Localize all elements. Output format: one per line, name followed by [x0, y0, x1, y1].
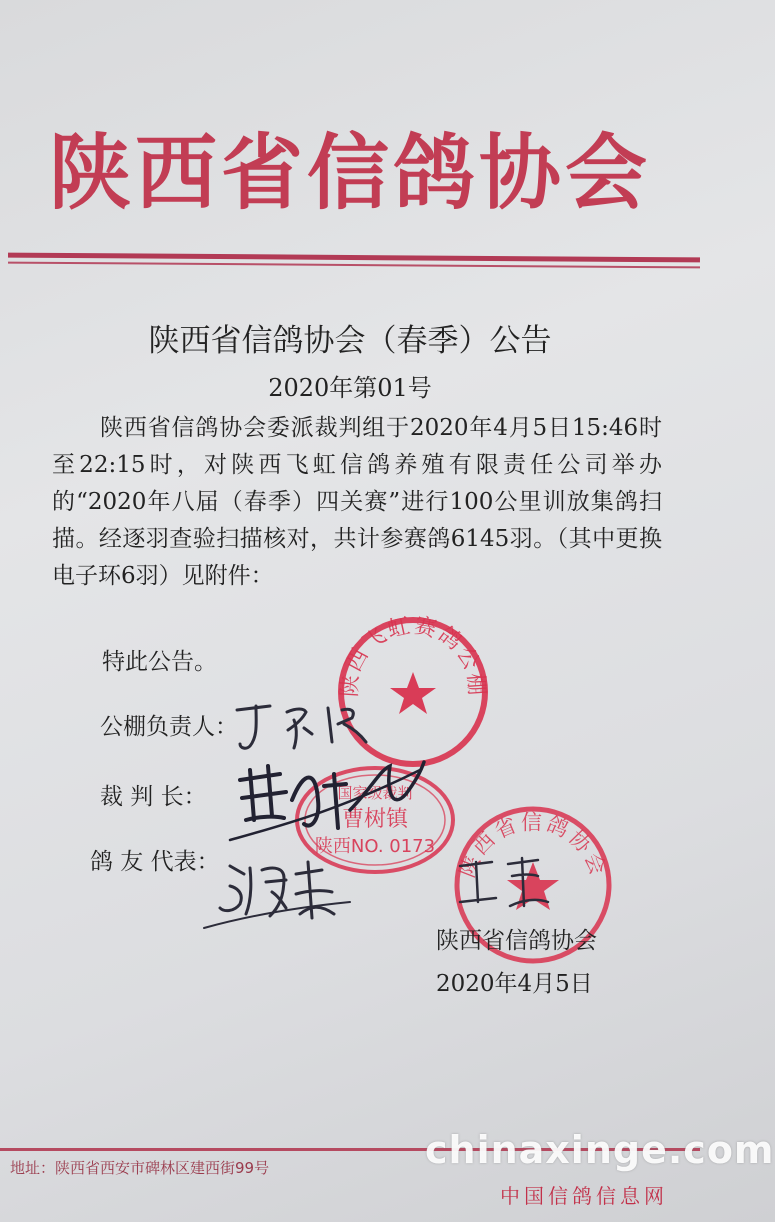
issue-date: 2020年4月5日	[436, 971, 593, 997]
announcement-title: 陕西省信鸽协会（春季）公告	[148, 323, 552, 359]
loft-seal-text: 陕西飞虹赛鸽公棚	[337, 613, 489, 698]
letterhead-title: 陕西省信鸽协会	[48, 125, 651, 221]
issuer-name: 陕西省信鸽协会	[436, 928, 597, 954]
chief-referee-signature	[220, 740, 440, 860]
association-representative-signature	[452, 846, 572, 916]
association-seal-text: 陕西省信鸽协会	[454, 810, 612, 881]
announcement-body-paragraph: 陕西省信鸽协会委派裁判组于2020年4月5日15:46时至22:15时，对陕西飞虹信鸽养殖有限责任公司举办的“2020年八届（春季）四关赛”进行100公里训放集鸽扫描。经逐羽查验扫描核对，共计参赛鸽6145羽。（其中更换电子环6羽）见附件：	[52, 415, 662, 589]
watermark-site: chinaxinge.com	[425, 1128, 775, 1172]
referee-seal-name: 曹树镇	[341, 807, 409, 832]
fancier-representative-label: 鸽 友 代表：	[90, 849, 220, 875]
loft-manager-label: 公棚负责人：	[100, 714, 238, 740]
footer-address: 地址：陕西省西安市碑林区建西街99号	[10, 1159, 270, 1177]
letterhead-divider-thick	[8, 253, 700, 263]
announcement-body	[52, 410, 662, 595]
referee-seal-text: 国家级裁判	[337, 784, 413, 802]
fancier-representative-signature	[200, 848, 360, 938]
announcement-closing: 特此公告。	[102, 649, 217, 675]
announcement-number: 2020年第01号	[268, 374, 432, 402]
referee-seal-number: 陕西NO. 0173	[314, 836, 436, 857]
star-icon	[390, 672, 436, 714]
watermark-site-cn: 中国信鸽信息网	[500, 1184, 668, 1208]
letterhead-divider-thin	[8, 262, 700, 269]
chief-referee-label: 裁 判 长：	[100, 784, 207, 810]
